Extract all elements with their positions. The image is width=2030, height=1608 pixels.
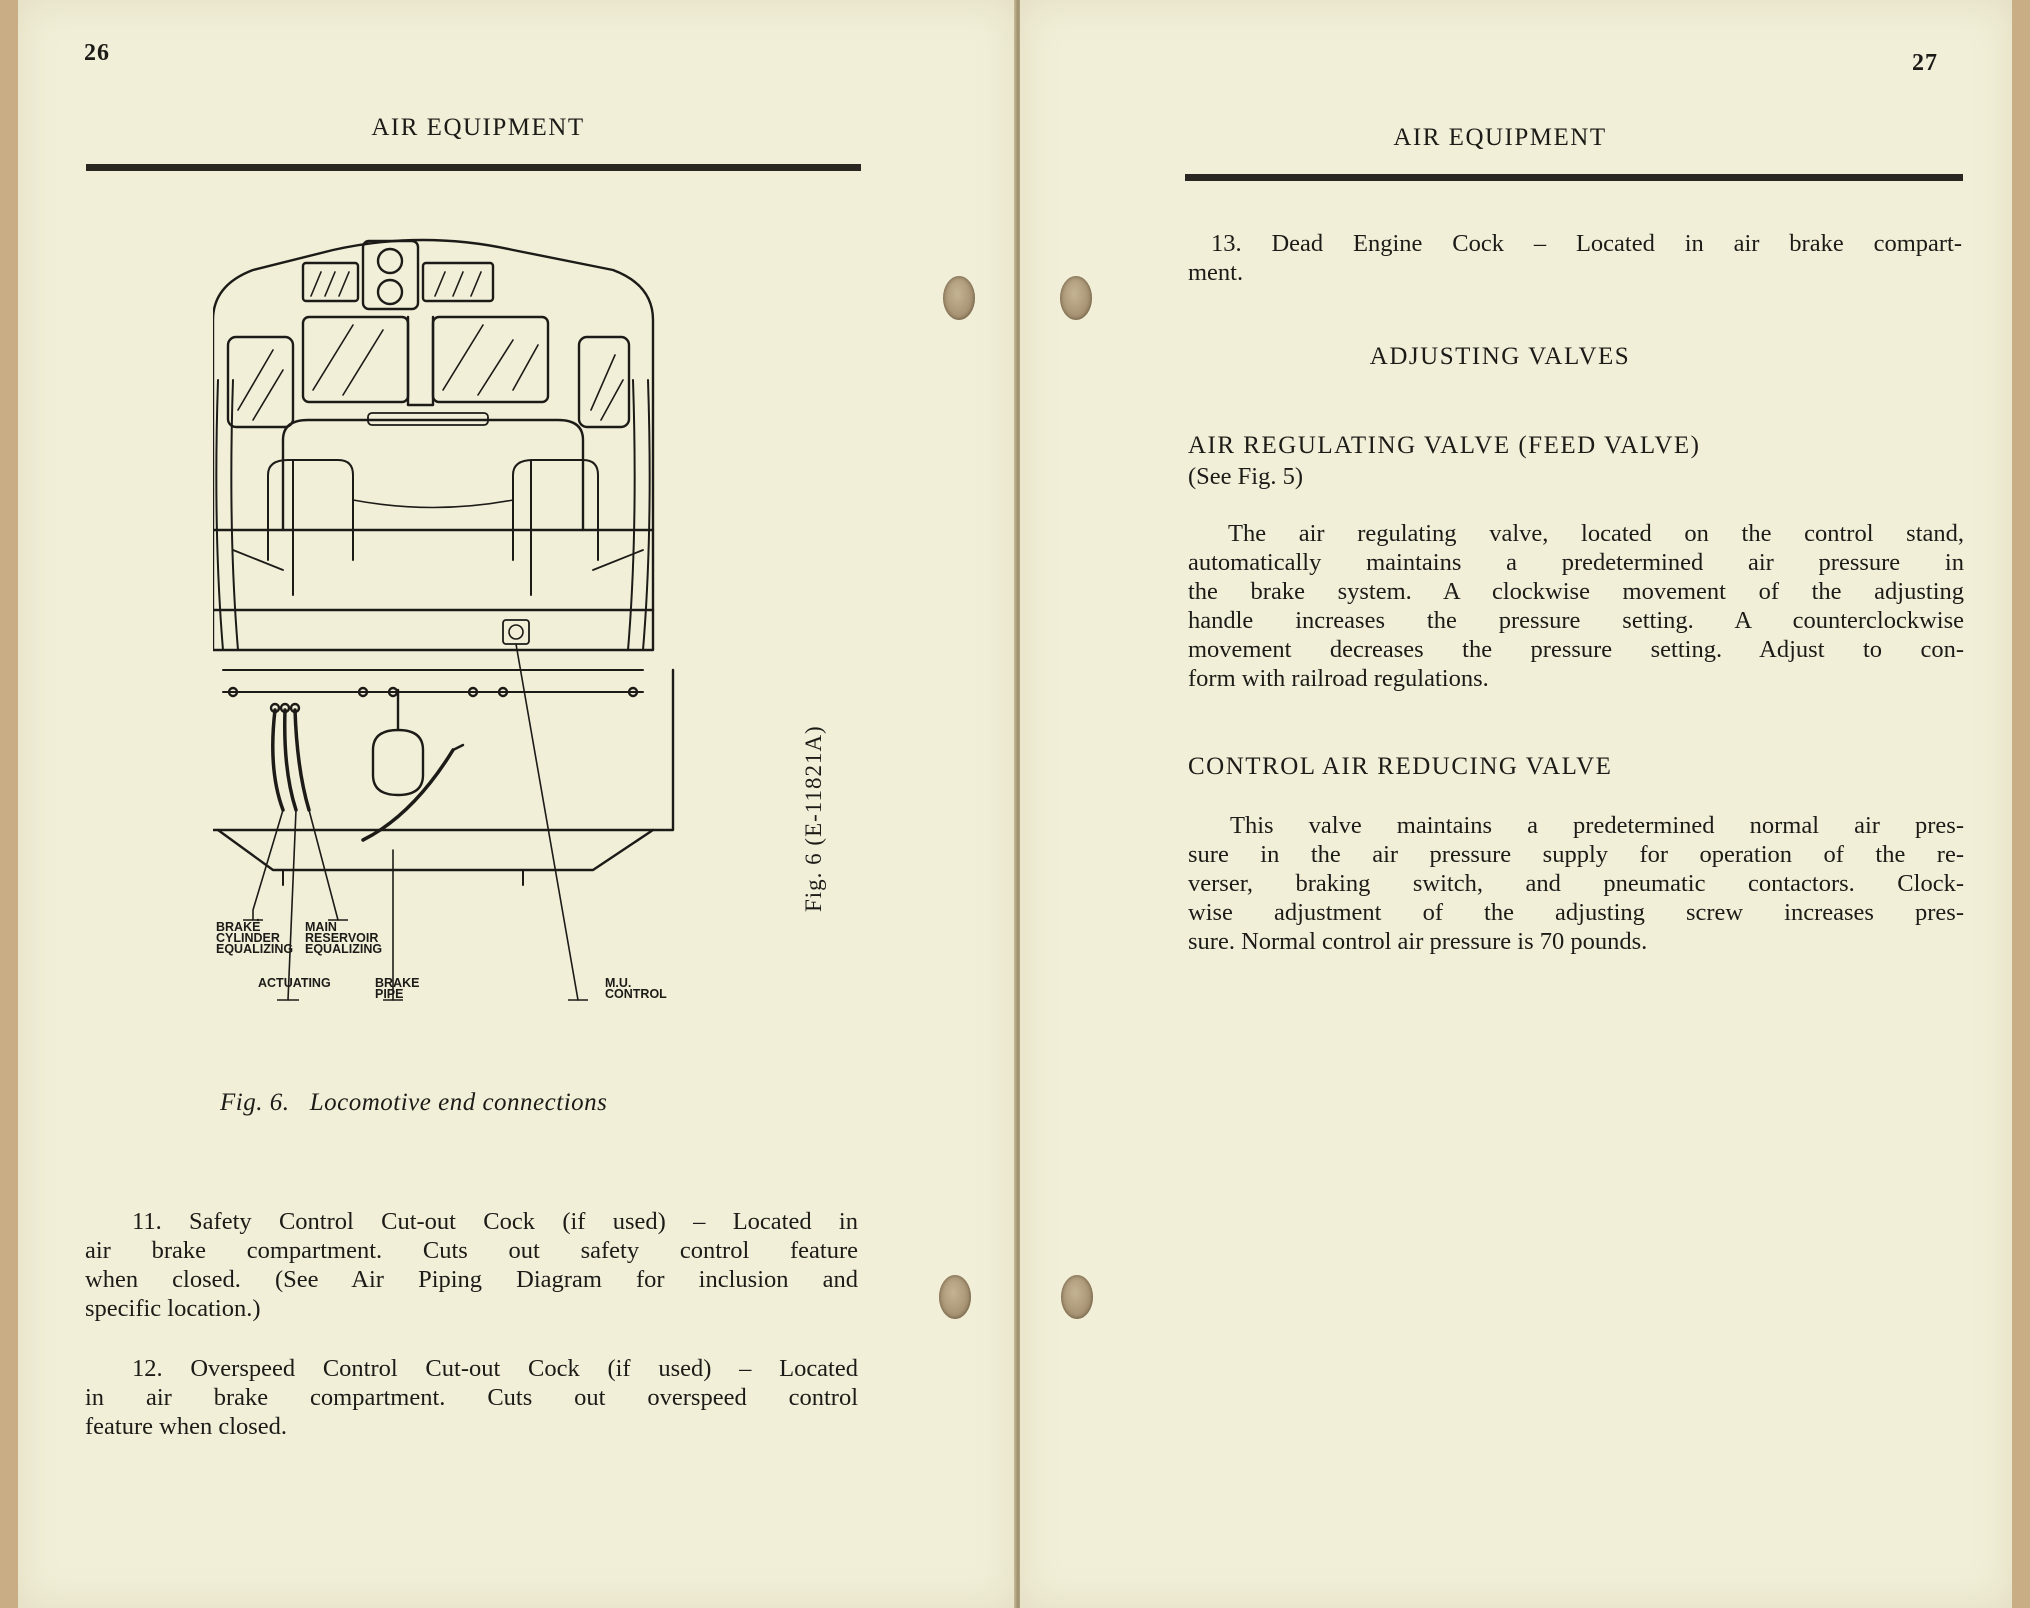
subsection-title-control-air: CONTROL AIR REDUCING VALVE xyxy=(1188,753,1613,780)
item-11 xyxy=(85,1207,858,1323)
control-line-1: This valve maintains a predetermined normal air pres- xyxy=(1230,812,1964,839)
label-actuating: ACTUATING xyxy=(258,976,331,990)
punch-hole xyxy=(939,1275,971,1319)
item-12-line-2: in air brake compartment. Cuts out overspeed control xyxy=(85,1384,858,1411)
control-line-5: sure. Normal control air pressure is 70 pounds. xyxy=(1188,928,1648,955)
locomotive-diagram xyxy=(213,230,733,1020)
item-13 xyxy=(1188,229,1962,287)
item-12-line-1: 12. Overspeed Control Cut-out Cock (if used) – Located xyxy=(132,1355,858,1382)
coupler xyxy=(373,730,423,795)
figure-id-rotated: Fig. 6 (E-11821A) xyxy=(801,725,826,912)
control-air-paragraph xyxy=(1188,811,1964,956)
caption-text: Locomotive end connections xyxy=(309,1089,608,1116)
running-head-right: AIR EQUIPMENT xyxy=(1393,124,1607,151)
subsection-title-feed-valve: AIR REGULATING VALVE (FEED VALVE) xyxy=(1188,432,1701,459)
label-main-reservoir-1: MAIN xyxy=(305,920,337,934)
feed-line-2: automatically maintains a predetermined air pressure in xyxy=(1188,549,1964,576)
label-brake-cylinder-2: CYLINDER xyxy=(216,931,280,945)
label-mu-control-2: CONTROL xyxy=(605,987,667,1001)
end-platform xyxy=(213,610,653,650)
hose-main-reservoir xyxy=(295,710,309,810)
page-number-right: 27 xyxy=(1912,50,1938,76)
subsection-ref-fig5: (See Fig. 5) xyxy=(1188,463,1303,490)
label-brake-cylinder-1: BRAKE xyxy=(216,920,261,934)
label-main-reservoir-3: EQUALIZING xyxy=(305,942,383,956)
control-line-2: sure in the air pressure supply for operation of the re- xyxy=(1188,841,1964,868)
running-head-left: AIR EQUIPMENT xyxy=(371,114,585,141)
punch-hole xyxy=(1060,276,1092,320)
page-number-left: 26 xyxy=(84,40,110,66)
label-main-reservoir-2: RESERVOIR xyxy=(305,931,379,945)
caption-label: Fig. 6. xyxy=(220,1089,290,1116)
hose-brake-cylinder xyxy=(273,710,283,810)
punch-hole xyxy=(1061,1275,1093,1319)
figure-caption xyxy=(220,1089,607,1117)
side-window-left xyxy=(228,337,293,427)
windshield-left xyxy=(303,317,408,402)
item-11-line-3: when closed. (See Air Piping Diagram for inclusion and xyxy=(85,1266,858,1293)
right-page xyxy=(1020,0,2012,1608)
header-rule-right xyxy=(1185,174,1963,181)
item-13-line-2: ment. xyxy=(1188,259,1244,286)
feed-valve-paragraph xyxy=(1188,519,1964,693)
headlight-housing xyxy=(363,241,418,309)
section-heading-adjusting-valves: ADJUSTING VALVES xyxy=(1369,343,1631,370)
label-brake-cylinder-3: EQUALIZING xyxy=(216,942,294,956)
item-12-line-3: feature when closed. xyxy=(85,1413,288,1440)
feed-line-5: movement decreases the pressure setting. Adjust to con- xyxy=(1188,636,1964,663)
item-11-line-1: 11. Safety Control Cut-out Cock (if used) – Located in xyxy=(132,1208,858,1235)
label-mu-control-1: M.U. xyxy=(605,976,632,990)
feed-line-3: the brake system. A clockwise movement of the adjusting xyxy=(1188,578,1964,605)
item-13-line-1: 13. Dead Engine Cock – Located in air brake compart- xyxy=(1211,230,1962,257)
header-rule-left xyxy=(86,164,861,171)
feed-line-6: form with railroad regulations. xyxy=(1188,665,1489,692)
item-11-line-4: specific location.) xyxy=(85,1295,261,1322)
control-line-4: wise adjustment of the adjusting screw increases pres- xyxy=(1188,899,1964,926)
label-brake-pipe-2: PIPE xyxy=(375,987,404,1001)
feed-line-1: The air regulating valve, located on the control stand, xyxy=(1228,520,1964,547)
item-11-line-2: air brake compartment. Cuts out safety control feature xyxy=(85,1237,858,1264)
control-line-3: verser, braking switch, and pneumatic contactors. Clock- xyxy=(1188,870,1964,897)
nose-hood xyxy=(283,420,583,530)
feed-line-4: handle increases the pressure setting. A counterclockwise xyxy=(1188,607,1964,634)
punch-hole xyxy=(943,276,975,320)
item-12 xyxy=(85,1354,858,1441)
left-page xyxy=(18,0,1016,1608)
label-brake-pipe-1: BRAKE xyxy=(375,976,420,990)
